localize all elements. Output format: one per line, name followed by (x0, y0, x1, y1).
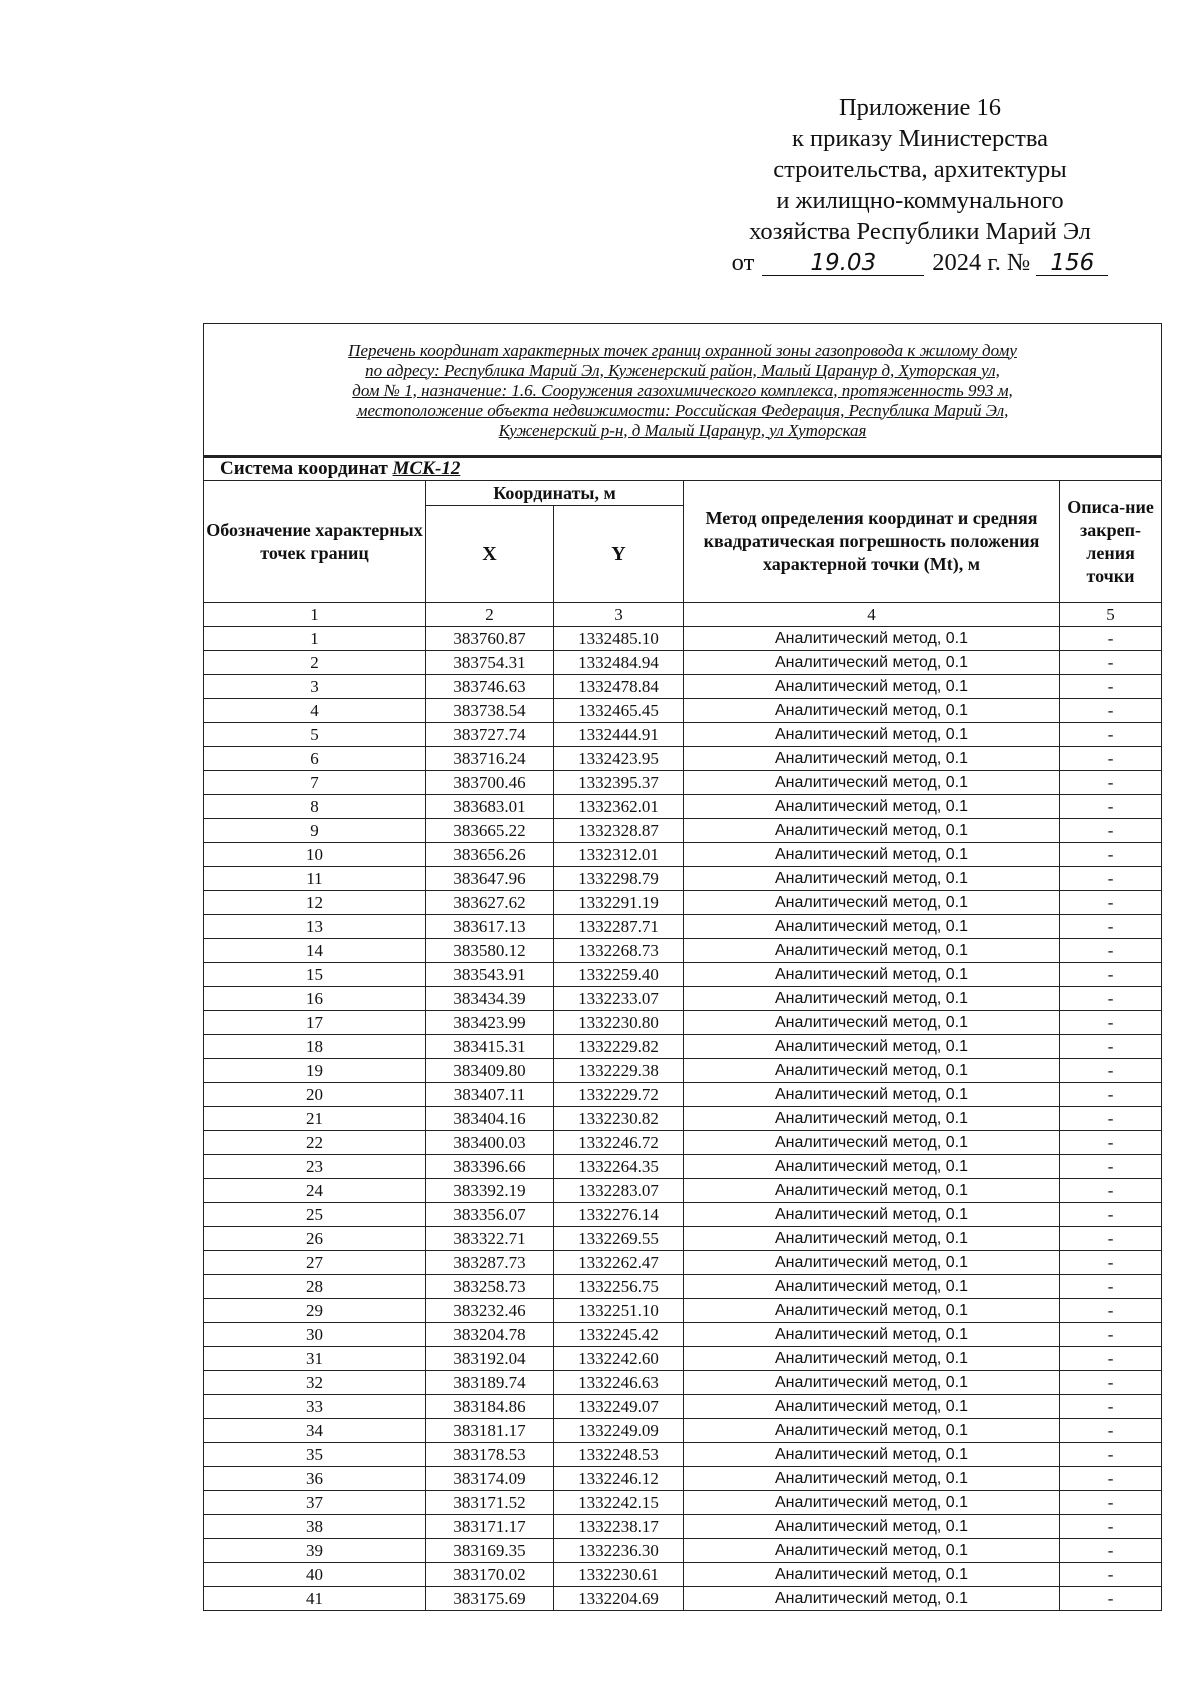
point-number-cell: 32 (204, 1371, 426, 1395)
column-number: 1 (204, 603, 426, 627)
point-number-cell: 35 (204, 1443, 426, 1467)
x-coordinate-cell: 383580.12 (426, 939, 554, 963)
y-coordinate-cell: 1332204.69 (554, 1587, 684, 1611)
table-row (204, 867, 1162, 891)
description-cell: - (1060, 1419, 1162, 1443)
description-cell: - (1060, 1539, 1162, 1563)
handwritten-number: 156 (1036, 251, 1108, 276)
method-cell: Аналитический метод, 0.1 (684, 1419, 1060, 1443)
method-cell: Аналитический метод, 0.1 (684, 1275, 1060, 1299)
point-number-cell: 29 (204, 1299, 426, 1323)
method-cell: Аналитический метод, 0.1 (684, 1563, 1060, 1587)
description-cell: - (1060, 1587, 1162, 1611)
table-row (204, 1515, 1162, 1539)
method-cell: Аналитический метод, 0.1 (684, 699, 1060, 723)
description-cell: - (1060, 1491, 1162, 1515)
point-number-cell: 10 (204, 843, 426, 867)
description-cell: - (1060, 1371, 1162, 1395)
point-number-cell: 6 (204, 747, 426, 771)
x-coordinate-cell: 383738.54 (426, 699, 554, 723)
method-cell: Аналитический метод, 0.1 (684, 1491, 1060, 1515)
x-coordinate-cell: 383409.80 (426, 1059, 554, 1083)
point-number-cell: 41 (204, 1587, 426, 1611)
method-cell: Аналитический метод, 0.1 (684, 1035, 1060, 1059)
y-coordinate-cell: 1332230.61 (554, 1563, 684, 1587)
method-cell: Аналитический метод, 0.1 (684, 1515, 1060, 1539)
table-row (204, 651, 1162, 675)
point-number-cell: 20 (204, 1083, 426, 1107)
y-coordinate-cell: 1332395.37 (554, 771, 684, 795)
x-coordinate-cell: 383174.09 (426, 1467, 554, 1491)
method-cell: Аналитический метод, 0.1 (684, 747, 1060, 771)
y-coordinate-cell: 1332465.45 (554, 699, 684, 723)
point-number-cell: 7 (204, 771, 426, 795)
header-method: Метод определения координат и средняя квадратическая погрешность положения характерной точки (Mt), м (684, 481, 1060, 603)
point-number-cell: 22 (204, 1131, 426, 1155)
point-number-cell: 4 (204, 699, 426, 723)
y-coordinate-cell: 1332246.12 (554, 1467, 684, 1491)
table-row (204, 795, 1162, 819)
y-coordinate-cell: 1332264.35 (554, 1155, 684, 1179)
x-coordinate-cell: 383181.17 (426, 1419, 554, 1443)
method-cell: Аналитический метод, 0.1 (684, 1227, 1060, 1251)
table-row (204, 915, 1162, 939)
description-cell: - (1060, 987, 1162, 1011)
point-number-cell: 21 (204, 1107, 426, 1131)
table-row (204, 1011, 1162, 1035)
description-cell: - (1060, 795, 1162, 819)
table-row (204, 939, 1162, 963)
point-number-cell: 38 (204, 1515, 426, 1539)
x-coordinate-cell: 383287.73 (426, 1251, 554, 1275)
x-coordinate-cell: 383647.96 (426, 867, 554, 891)
y-coordinate-cell: 1332298.79 (554, 867, 684, 891)
column-number: 5 (1060, 603, 1162, 627)
table-row (204, 987, 1162, 1011)
method-cell: Аналитический метод, 0.1 (684, 1059, 1060, 1083)
x-coordinate-cell: 383171.17 (426, 1515, 554, 1539)
header-line: к приказу Министерства (792, 125, 1048, 152)
x-coordinate-cell: 383760.87 (426, 627, 554, 651)
description-cell: - (1060, 1443, 1162, 1467)
description-cell: - (1060, 1011, 1162, 1035)
y-coordinate-cell: 1332276.14 (554, 1203, 684, 1227)
point-number-cell: 12 (204, 891, 426, 915)
x-coordinate-cell: 383189.74 (426, 1371, 554, 1395)
x-coordinate-cell: 383665.22 (426, 819, 554, 843)
y-coordinate-cell: 1332248.53 (554, 1443, 684, 1467)
method-cell: Аналитический метод, 0.1 (684, 1203, 1060, 1227)
point-number-cell: 17 (204, 1011, 426, 1035)
x-coordinate-cell: 383322.71 (426, 1227, 554, 1251)
table-title (204, 324, 1162, 457)
method-cell: Аналитический метод, 0.1 (684, 915, 1060, 939)
y-coordinate-cell: 1332423.95 (554, 747, 684, 771)
column-number: 2 (426, 603, 554, 627)
table-row (204, 1299, 1162, 1323)
x-coordinate-cell: 383617.13 (426, 915, 554, 939)
x-coordinate-cell: 383192.04 (426, 1347, 554, 1371)
method-cell: Аналитический метод, 0.1 (684, 675, 1060, 699)
point-number-cell: 1 (204, 627, 426, 651)
title-line: Перечень координат характерных точек границ охранной зоны газопровода к жилому дому (348, 340, 1017, 360)
description-cell: - (1060, 1059, 1162, 1083)
table-row (204, 723, 1162, 747)
description-cell: - (1060, 771, 1162, 795)
description-cell: - (1060, 1227, 1162, 1251)
y-coordinate-cell: 1332230.82 (554, 1107, 684, 1131)
x-coordinate-cell: 383727.74 (426, 723, 554, 747)
method-cell: Аналитический метод, 0.1 (684, 651, 1060, 675)
table-row (204, 1227, 1162, 1251)
description-cell: - (1060, 1251, 1162, 1275)
description-cell: - (1060, 1323, 1162, 1347)
method-cell: Аналитический метод, 0.1 (684, 819, 1060, 843)
table-row (204, 1587, 1162, 1611)
table-row (204, 963, 1162, 987)
point-number-cell: 33 (204, 1395, 426, 1419)
method-cell: Аналитический метод, 0.1 (684, 1179, 1060, 1203)
coordinate-system-value: МСК-12 (392, 458, 461, 479)
description-cell: - (1060, 915, 1162, 939)
point-number-cell: 23 (204, 1155, 426, 1179)
point-number-cell: 18 (204, 1035, 426, 1059)
x-coordinate-cell: 383170.02 (426, 1563, 554, 1587)
table-row (204, 1107, 1162, 1131)
x-coordinate-cell: 383178.53 (426, 1443, 554, 1467)
title-line: местоположение объекта недвижимости: Российская Федерация, Республика Марий Эл, (356, 400, 1009, 420)
description-cell: - (1060, 963, 1162, 987)
table-row (204, 1179, 1162, 1203)
description-cell: - (1060, 1179, 1162, 1203)
coordinate-system-label: Система координат (220, 458, 388, 479)
y-coordinate-cell: 1332312.01 (554, 843, 684, 867)
method-cell: Аналитический метод, 0.1 (684, 627, 1060, 651)
point-number-cell: 37 (204, 1491, 426, 1515)
method-cell: Аналитический метод, 0.1 (684, 1371, 1060, 1395)
method-cell: Аналитический метод, 0.1 (684, 1539, 1060, 1563)
description-cell: - (1060, 1275, 1162, 1299)
point-number-cell: 3 (204, 675, 426, 699)
description-cell: - (1060, 699, 1162, 723)
method-cell: Аналитический метод, 0.1 (684, 867, 1060, 891)
method-cell: Аналитический метод, 0.1 (684, 843, 1060, 867)
method-cell: Аналитический метод, 0.1 (684, 1083, 1060, 1107)
point-number-cell: 14 (204, 939, 426, 963)
description-cell: - (1060, 843, 1162, 867)
table-row (204, 1035, 1162, 1059)
point-number-cell: 28 (204, 1275, 426, 1299)
description-cell: - (1060, 1299, 1162, 1323)
title-line: по адресу: Республика Марий Эл, Куженерский район, Малый Царанур д, Хуторская ул, (365, 360, 1000, 380)
description-cell: - (1060, 1131, 1162, 1155)
method-cell: Аналитический метод, 0.1 (684, 987, 1060, 1011)
y-coordinate-cell: 1332229.38 (554, 1059, 684, 1083)
title-line: Куженерский р-н, д Малый Царанур, ул Хуторская (498, 420, 867, 440)
point-number-cell: 16 (204, 987, 426, 1011)
point-number-cell: 25 (204, 1203, 426, 1227)
x-coordinate-cell: 383627.62 (426, 891, 554, 915)
header-date-line (700, 247, 1140, 278)
method-cell: Аналитический метод, 0.1 (684, 771, 1060, 795)
method-cell: Аналитический метод, 0.1 (684, 891, 1060, 915)
point-number-cell: 9 (204, 819, 426, 843)
point-number-cell: 15 (204, 963, 426, 987)
method-cell: Аналитический метод, 0.1 (684, 1011, 1060, 1035)
coordinates-table (203, 323, 1162, 1611)
year-text: 2024 г. № (932, 249, 1031, 276)
table-row (204, 1419, 1162, 1443)
y-coordinate-cell: 1332251.10 (554, 1299, 684, 1323)
method-cell: Аналитический метод, 0.1 (684, 1395, 1060, 1419)
header-description: Описа-ние закреп-ления точки (1060, 481, 1162, 603)
x-coordinate-cell: 383656.26 (426, 843, 554, 867)
x-coordinate-cell: 383746.63 (426, 675, 554, 699)
table-row (204, 843, 1162, 867)
description-cell: - (1060, 1107, 1162, 1131)
table-row (204, 1155, 1162, 1179)
description-cell: - (1060, 651, 1162, 675)
table-row (204, 891, 1162, 915)
table-row (204, 1131, 1162, 1155)
point-number-cell: 27 (204, 1251, 426, 1275)
description-cell: - (1060, 627, 1162, 651)
method-cell: Аналитический метод, 0.1 (684, 795, 1060, 819)
date-prefix: от (731, 249, 755, 276)
table-row (204, 1083, 1162, 1107)
y-coordinate-cell: 1332246.63 (554, 1371, 684, 1395)
handwritten-date: 19.03 (762, 251, 924, 276)
table-row (204, 1347, 1162, 1371)
y-coordinate-cell: 1332478.84 (554, 675, 684, 699)
x-coordinate-cell: 383258.73 (426, 1275, 554, 1299)
y-coordinate-cell: 1332362.01 (554, 795, 684, 819)
table-row (204, 1539, 1162, 1563)
y-coordinate-cell: 1332269.55 (554, 1227, 684, 1251)
method-cell: Аналитический метод, 0.1 (684, 1251, 1060, 1275)
y-coordinate-cell: 1332484.94 (554, 651, 684, 675)
point-number-cell: 30 (204, 1323, 426, 1347)
table-row (204, 675, 1162, 699)
y-coordinate-cell: 1332245.42 (554, 1323, 684, 1347)
table-row (204, 1275, 1162, 1299)
y-coordinate-cell: 1332485.10 (554, 627, 684, 651)
description-cell: - (1060, 1395, 1162, 1419)
y-coordinate-cell: 1332249.07 (554, 1395, 684, 1419)
header-coordinates: Координаты, м (426, 481, 684, 506)
y-coordinate-cell: 1332328.87 (554, 819, 684, 843)
x-coordinate-cell: 383356.07 (426, 1203, 554, 1227)
point-number-cell: 26 (204, 1227, 426, 1251)
column-number: 3 (554, 603, 684, 627)
x-coordinate-cell: 383404.16 (426, 1107, 554, 1131)
header-line: хозяйства Республики Марий Эл (749, 218, 1091, 245)
y-coordinate-cell: 1332238.17 (554, 1515, 684, 1539)
x-coordinate-cell: 383392.19 (426, 1179, 554, 1203)
x-coordinate-cell: 383700.46 (426, 771, 554, 795)
point-number-cell: 36 (204, 1467, 426, 1491)
header-line: строительства, архитектуры (773, 156, 1067, 183)
point-number-cell: 40 (204, 1563, 426, 1587)
method-cell: Аналитический метод, 0.1 (684, 1155, 1060, 1179)
y-coordinate-cell: 1332259.40 (554, 963, 684, 987)
table-row (204, 1371, 1162, 1395)
table-row (204, 627, 1162, 651)
table-row (204, 819, 1162, 843)
y-coordinate-cell: 1332256.75 (554, 1275, 684, 1299)
point-number-cell: 31 (204, 1347, 426, 1371)
y-coordinate-cell: 1332242.15 (554, 1491, 684, 1515)
x-coordinate-cell: 383396.66 (426, 1155, 554, 1179)
table-row (204, 1467, 1162, 1491)
y-coordinate-cell: 1332236.30 (554, 1539, 684, 1563)
method-cell: Аналитический метод, 0.1 (684, 1323, 1060, 1347)
y-coordinate-cell: 1332262.47 (554, 1251, 684, 1275)
header-x: X (426, 506, 554, 603)
description-cell: - (1060, 747, 1162, 771)
y-coordinate-cell: 1332229.82 (554, 1035, 684, 1059)
x-coordinate-cell: 383434.39 (426, 987, 554, 1011)
y-coordinate-cell: 1332283.07 (554, 1179, 684, 1203)
point-number-cell: 24 (204, 1179, 426, 1203)
x-coordinate-cell: 383716.24 (426, 747, 554, 771)
x-coordinate-cell: 383184.86 (426, 1395, 554, 1419)
y-coordinate-cell: 1332287.71 (554, 915, 684, 939)
description-cell: - (1060, 1155, 1162, 1179)
method-cell: Аналитический метод, 0.1 (684, 1443, 1060, 1467)
x-coordinate-cell: 383423.99 (426, 1011, 554, 1035)
header-y: Y (554, 506, 684, 603)
table-row (204, 1491, 1162, 1515)
y-coordinate-cell: 1332291.19 (554, 891, 684, 915)
description-cell: - (1060, 1347, 1162, 1371)
table-row (204, 1059, 1162, 1083)
description-cell: - (1060, 939, 1162, 963)
x-coordinate-cell: 383171.52 (426, 1491, 554, 1515)
table-row (204, 1323, 1162, 1347)
document-header (700, 92, 1140, 278)
description-cell: - (1060, 1515, 1162, 1539)
method-cell: Аналитический метод, 0.1 (684, 939, 1060, 963)
point-number-cell: 39 (204, 1539, 426, 1563)
column-number: 4 (684, 603, 1060, 627)
x-coordinate-cell: 383754.31 (426, 651, 554, 675)
point-number-cell: 11 (204, 867, 426, 891)
method-cell: Аналитический метод, 0.1 (684, 1131, 1060, 1155)
x-coordinate-cell: 383175.69 (426, 1587, 554, 1611)
y-coordinate-cell: 1332242.60 (554, 1347, 684, 1371)
column-number-row (204, 603, 1162, 627)
header-line: Приложение 16 (838, 94, 1002, 121)
description-cell: - (1060, 675, 1162, 699)
method-cell: Аналитический метод, 0.1 (684, 1587, 1060, 1611)
method-cell: Аналитический метод, 0.1 (684, 1107, 1060, 1131)
x-coordinate-cell: 383400.03 (426, 1131, 554, 1155)
y-coordinate-cell: 1332230.80 (554, 1011, 684, 1035)
point-number-cell: 8 (204, 795, 426, 819)
x-coordinate-cell: 383543.91 (426, 963, 554, 987)
y-coordinate-cell: 1332268.73 (554, 939, 684, 963)
table-row (204, 1563, 1162, 1587)
point-number-cell: 13 (204, 915, 426, 939)
description-cell: - (1060, 1467, 1162, 1491)
point-number-cell: 19 (204, 1059, 426, 1083)
table-row (204, 699, 1162, 723)
title-line: дом № 1, назначение: 1.6. Сооружения газохимического комплекса, протяженность 993 м, (352, 380, 1013, 400)
table-row (204, 1443, 1162, 1467)
table-row (204, 771, 1162, 795)
description-cell: - (1060, 819, 1162, 843)
y-coordinate-cell: 1332233.07 (554, 987, 684, 1011)
header-line: и жилищно-коммунального (776, 187, 1064, 214)
method-cell: Аналитический метод, 0.1 (684, 1299, 1060, 1323)
x-coordinate-cell: 383204.78 (426, 1323, 554, 1347)
y-coordinate-cell: 1332249.09 (554, 1419, 684, 1443)
description-cell: - (1060, 1035, 1162, 1059)
point-number-cell: 2 (204, 651, 426, 675)
x-coordinate-cell: 383407.11 (426, 1083, 554, 1107)
y-coordinate-cell: 1332229.72 (554, 1083, 684, 1107)
method-cell: Аналитический метод, 0.1 (684, 723, 1060, 747)
y-coordinate-cell: 1332444.91 (554, 723, 684, 747)
coordinate-system (204, 457, 1162, 481)
y-coordinate-cell: 1332246.72 (554, 1131, 684, 1155)
description-cell: - (1060, 1203, 1162, 1227)
description-cell: - (1060, 1563, 1162, 1587)
x-coordinate-cell: 383683.01 (426, 795, 554, 819)
method-cell: Аналитический метод, 0.1 (684, 1347, 1060, 1371)
x-coordinate-cell: 383232.46 (426, 1299, 554, 1323)
x-coordinate-cell: 383415.31 (426, 1035, 554, 1059)
table-row (204, 1251, 1162, 1275)
table-row (204, 747, 1162, 771)
header-designation: Обозначение характерных точек границ (204, 481, 426, 603)
x-coordinate-cell: 383169.35 (426, 1539, 554, 1563)
method-cell: Аналитический метод, 0.1 (684, 1467, 1060, 1491)
table-row (204, 1395, 1162, 1419)
description-cell: - (1060, 723, 1162, 747)
point-number-cell: 34 (204, 1419, 426, 1443)
point-number-cell: 5 (204, 723, 426, 747)
method-cell: Аналитический метод, 0.1 (684, 963, 1060, 987)
description-cell: - (1060, 1083, 1162, 1107)
description-cell: - (1060, 867, 1162, 891)
table-row (204, 1203, 1162, 1227)
description-cell: - (1060, 891, 1162, 915)
